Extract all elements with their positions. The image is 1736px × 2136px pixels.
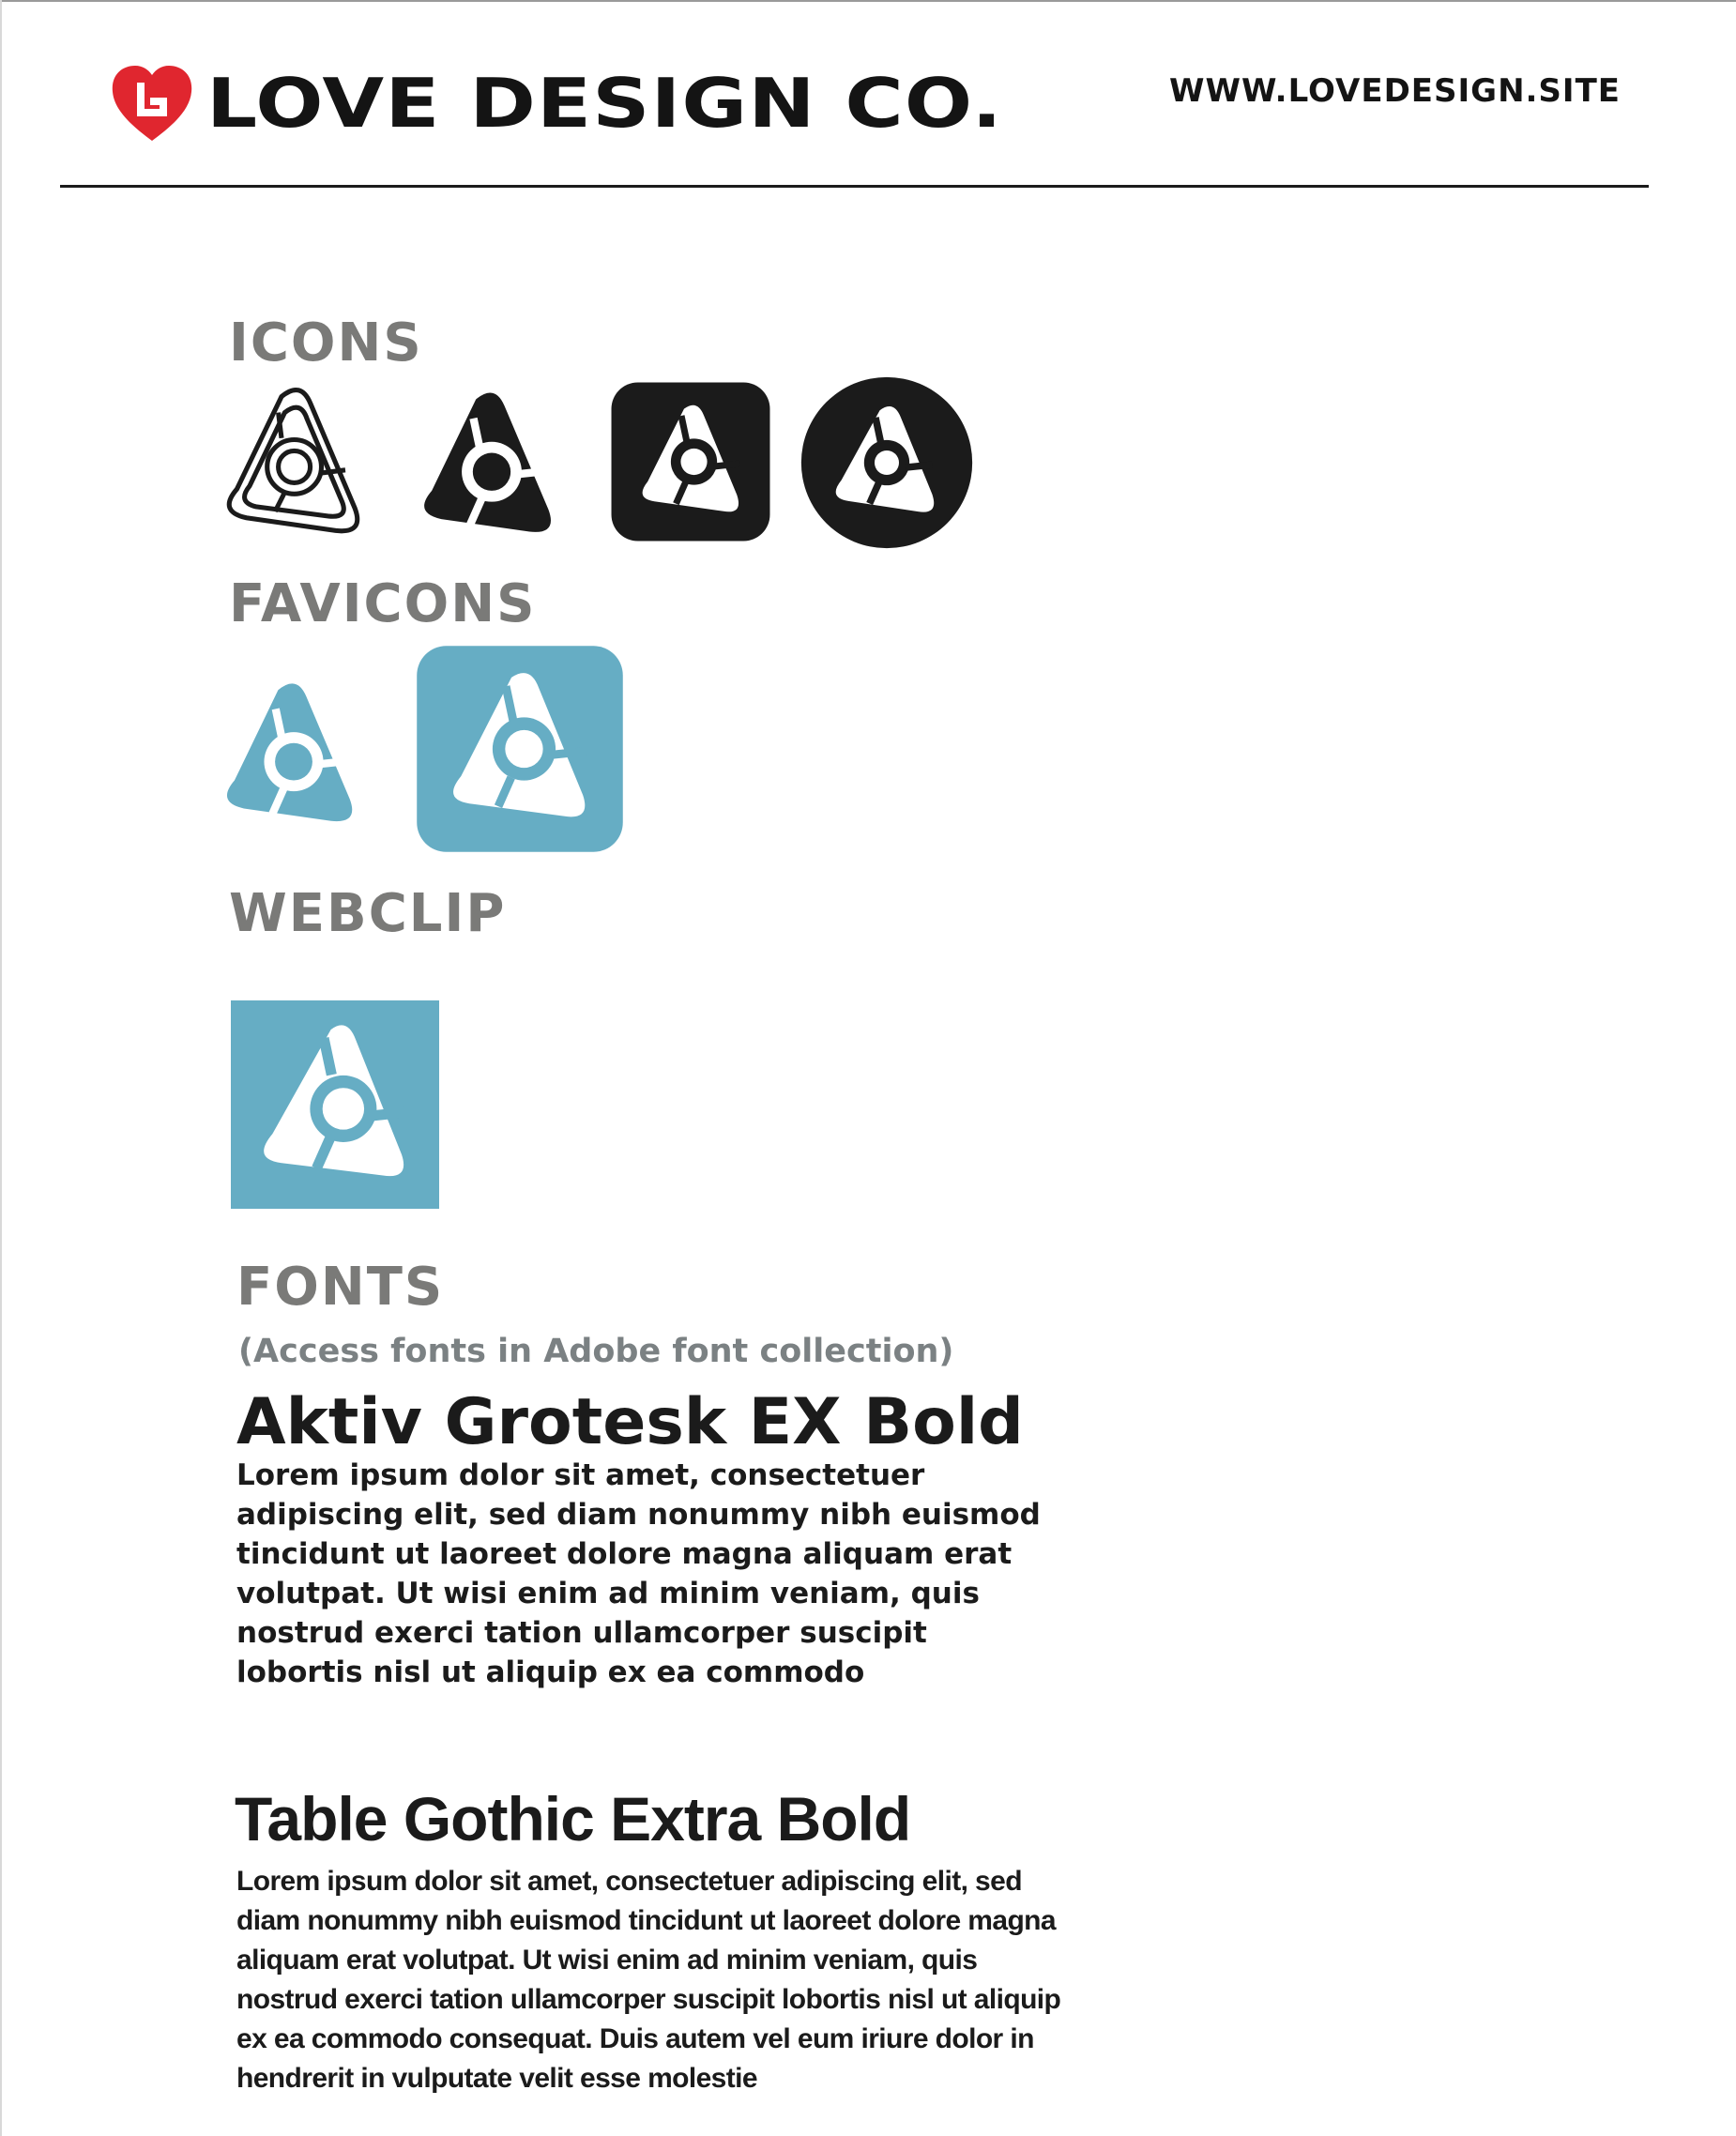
heart-logo-icon [109,64,195,143]
solid-triangle-favicon-icon [216,676,372,835]
site-url[interactable]: WWW.LOVEDESIGN.SITE [1168,72,1621,110]
header-divider [60,185,1649,188]
brand-name: LOVE DESIGN CO. [206,64,1003,143]
outline-triangle-icon [218,381,377,546]
page-top-border [0,0,1736,2]
section-heading-webclip: WEBCLIP [229,883,507,944]
rounded-square-triangle-icon [608,379,773,544]
font-sample-aktiv-grotesk: Lorem ipsum dolor sit amet, consectetuer adipiscing elit, sed diam nonummy nibh euismod tincidunt ut laoreet dolore magna aliquam erat volutpat. Ut wisi enim ad minim veniam, quis nostrud exerci tation ullamcorper suscipit lobortis nisl ut aliquip ex ea commodo [236,1458,1041,1689]
font-name-aktiv-grotesk: Aktiv Grotesk EX Bold [236,1385,1024,1459]
circle-triangle-icon [799,375,974,550]
square-webclip-icon [231,1000,439,1209]
font-sample-table-gothic: Lorem ipsum dolor sit amet, consectetuer adipiscing elit, sed diam nonummy nibh euismod tincidunt ut laoreet dolore magna aliquam erat volutpat. Ut wisi enim ad minim veniam, quis nostrud exerci tation ullamcorper suscipit lobortis nisl ut aliquip ex ea commodo consequat. Duis autem vel eum iriure dolor in hendrerit in vulputate velit esse molestie [236,1866,1061,2094]
rounded-square-favicon-icon [415,644,625,854]
section-heading-icons: ICONS [229,313,423,374]
section-heading-fonts: FONTS [236,1257,445,1318]
font-name-table-gothic: Table Gothic Extra Bold [235,1784,911,1854]
page-left-border [0,0,2,2136]
solid-triangle-icon [413,385,571,546]
fonts-access-note: (Access fonts in Adobe font collection) [238,1333,954,1370]
section-heading-favicons: FAVICONS [229,573,537,634]
